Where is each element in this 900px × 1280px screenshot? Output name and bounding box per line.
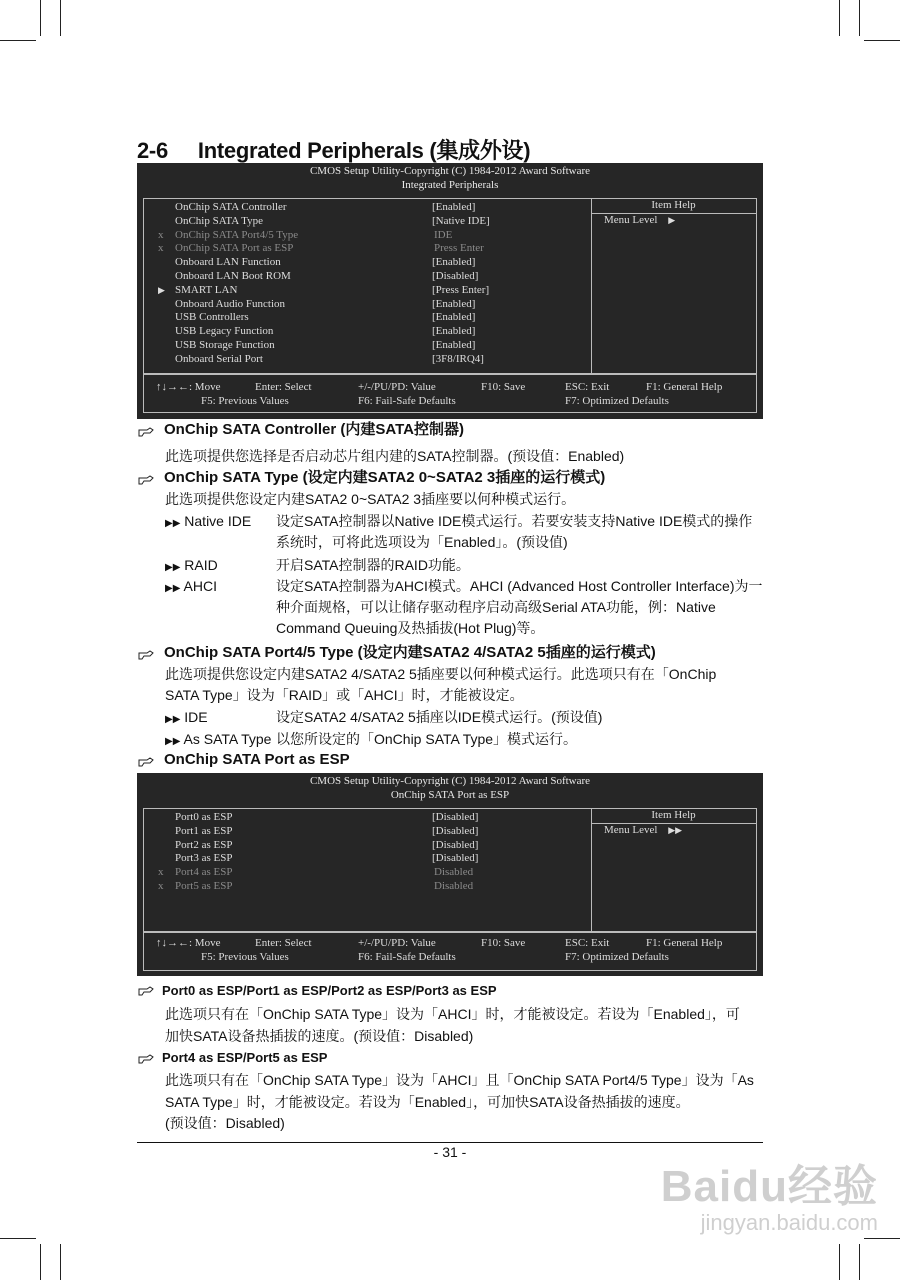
bios-setting-row[interactable]: [144, 283, 756, 297]
setting-name: USB Legacy Function: [175, 325, 274, 338]
setting-name: Port3 as ESP: [175, 852, 233, 865]
option-label: RAID: [184, 557, 218, 573]
option-label: Native IDE: [184, 513, 252, 529]
crop-mark: [60, 0, 61, 36]
setting-name: Port5 as ESP: [175, 880, 233, 892]
bios-setting-row[interactable]: [144, 324, 756, 338]
desc-sata-port45-type: SATA Type」设为「RAID」或「AHCI」时，才能被设定。: [165, 687, 524, 703]
option-label: IDE: [184, 709, 208, 725]
setting-value[interactable]: [Native IDE]: [432, 214, 490, 227]
key-optimized-defaults: F7: Optimized Defaults: [565, 395, 669, 407]
crop-mark: [60, 1244, 61, 1280]
heading-onchip-sata-type: OnChip SATA Type (设定内建SATA2 0~SATA2 3插座的运行模式): [164, 469, 606, 486]
desc-onchip-sata-type: 此选项提供您设定内建SATA2 0~SATA2 3插座要以何种模式运行。: [165, 491, 576, 507]
crop-mark: [0, 40, 36, 41]
double-triangle-icon: ▶▶: [165, 714, 181, 725]
setting-value[interactable]: [Enabled]: [432, 311, 476, 324]
submenu-arrow-icon: ▶: [158, 284, 165, 295]
setting-value[interactable]: [Enabled]: [432, 256, 476, 269]
bios-setting-row[interactable]: [144, 228, 756, 242]
section-heading: Integrated Peripherals (集成外设): [197, 138, 531, 163]
setting-name: OnChip SATA Controller: [175, 201, 287, 213]
menu-level-arrow-icon: ▶: [668, 215, 676, 225]
bios-setting-row[interactable]: [144, 879, 756, 893]
key-select: Enter: Select: [255, 937, 312, 949]
bios-setting-row[interactable]: [144, 838, 756, 852]
bios-header: [137, 163, 763, 192]
hand-pointer-icon: [138, 650, 154, 660]
option-ahci: [165, 576, 217, 599]
footer-rule: [137, 1142, 763, 1143]
crop-mark: [859, 0, 860, 36]
bios-setting-row[interactable]: [144, 851, 756, 865]
section-number: 2-6: [137, 138, 168, 163]
setting-value[interactable]: [Disabled]: [432, 852, 479, 865]
double-triangle-icon: ▶▶: [165, 583, 181, 594]
setting-value[interactable]: [Disabled]: [432, 811, 479, 823]
menu-level-label: Menu Level: [604, 824, 658, 836]
setting-name: OnChip SATA Port as ESP: [175, 242, 294, 255]
hand-pointer-icon: [138, 427, 154, 437]
bios-setting-row[interactable]: [144, 255, 756, 269]
setting-name: SMART LAN: [175, 283, 238, 296]
hand-pointer-icon: [138, 1054, 154, 1064]
desc-port4-5-as-esp: 此选项只有在「OnChip SATA Type」设为「AHCI」且「OnChip SATA Port4/5 Type」设为「As: [165, 1072, 754, 1088]
bios-screen-sata-port-as-esp: [137, 773, 763, 976]
menu-level-label: Menu Level: [604, 214, 658, 226]
desc-port4-5-as-esp: SATA Type」时，才能被设定。若设为「Enabled」，可加快SATA设备热插拔的速度。: [165, 1094, 690, 1110]
menu-level-arrow-icon: ▶▶: [668, 825, 683, 835]
crop-mark: [864, 40, 900, 41]
row-marker: x: [158, 228, 164, 241]
setting-value[interactable]: Disabled: [434, 880, 474, 892]
setting-name: Port2 as ESP: [175, 838, 233, 851]
setting-name: Port1 as ESP: [175, 824, 233, 837]
key-failsafe-defaults: F6: Fail-Safe Defaults: [358, 951, 456, 963]
setting-value[interactable]: [Enabled]: [432, 297, 476, 310]
watermark-logo: Baidu经验: [660, 1162, 878, 1211]
setting-name: Onboard LAN Boot ROM: [175, 270, 291, 282]
bios-settings-panel: [143, 198, 757, 374]
bios-setting-row[interactable]: [144, 338, 756, 352]
bios-setting-row[interactable]: [144, 200, 756, 214]
baidu-watermark: [661, 1150, 878, 1236]
hand-pointer-icon: [138, 986, 154, 996]
key-optimized-defaults: F7: Optimized Defaults: [565, 951, 669, 963]
key-help: F1: General Help: [646, 381, 723, 393]
key-help: F1: General Help: [646, 937, 723, 949]
double-triangle-icon: ▶▶: [165, 562, 181, 573]
bios-setting-row[interactable]: [144, 310, 756, 324]
key-exit: ESC: Exit: [565, 937, 610, 949]
setting-name: OnChip SATA Port4/5 Type: [175, 228, 299, 241]
key-previous-values: F5: Previous Values: [201, 395, 289, 407]
bios-screen-title: OnChip SATA Port as ESP: [390, 789, 510, 801]
option-desc: 开启SATA控制器的RAID功能。: [276, 557, 470, 573]
bios-setting-row[interactable]: [144, 241, 756, 255]
setting-name: OnChip SATA Type: [175, 214, 263, 227]
setting-name: USB Controllers: [175, 311, 249, 324]
setting-value[interactable]: [Disabled]: [432, 838, 479, 851]
setting-value[interactable]: [Enabled]: [432, 201, 476, 213]
setting-value[interactable]: Disabled: [434, 866, 474, 879]
setting-value[interactable]: [Disabled]: [432, 270, 479, 282]
key-value: +/-/PU/PD: Value: [358, 937, 436, 949]
crop-mark: [839, 0, 840, 36]
option-as-sata-type: [165, 729, 271, 752]
setting-name: Port4 as ESP: [175, 866, 233, 879]
bios-footer: [143, 932, 757, 971]
setting-value[interactable]: [Enabled]: [432, 339, 476, 351]
setting-value[interactable]: [3F8/IRQ4]: [432, 352, 484, 365]
option-desc: 设定SATA控制器以Native IDE模式运行。若要安装支持Native IDE模式的操作系统时，可将此选项设为「Enabled」。(预设值): [276, 513, 753, 550]
setting-name: Onboard Serial Port: [175, 352, 263, 365]
desc-sata-port45-type: 此选项提供您设定内建SATA2 4/SATA2 5插座要以何种模式运行。此选项只有在「OnChip: [165, 666, 717, 682]
page-number: - 31 -: [433, 1144, 467, 1160]
option-label: As SATA Type: [183, 731, 272, 747]
desc-port0-3-as-esp: 加快SATA设备热插拔的速度。(预设值：Disabled): [165, 1028, 474, 1044]
bios-screen-integrated-peripherals: [137, 163, 763, 419]
option-raid: [165, 555, 218, 578]
heading-port0-3-as-esp: Port0 as ESP/Port1 as ESP/Port2 as ESP/Port3 as ESP: [162, 983, 497, 998]
setting-value[interactable]: IDE: [434, 228, 453, 241]
key-select: Enter: Select: [255, 381, 312, 393]
item-help-header: Item Help: [591, 199, 756, 214]
bios-setting-row[interactable]: [144, 352, 756, 366]
item-help-header: Item Help: [591, 809, 756, 824]
bios-screen-title: Integrated Peripherals: [401, 179, 499, 191]
desc-port4-5-as-esp: (预设值：Disabled): [165, 1115, 285, 1131]
setting-name: Port0 as ESP: [175, 811, 233, 823]
row-marker: x: [158, 866, 164, 879]
bios-setting-row[interactable]: [144, 824, 756, 838]
key-save: F10: Save: [481, 381, 526, 393]
bios-setting-row[interactable]: [144, 810, 756, 824]
bios-setting-row[interactable]: [144, 865, 756, 879]
heading-port4-5-as-esp: Port4 as ESP/Port5 as ESP: [162, 1050, 328, 1065]
heading-sata-port-as-esp: OnChip SATA Port as ESP: [164, 751, 350, 768]
bios-footer: [143, 374, 757, 413]
key-move: ↑↓→←: Move: [156, 381, 221, 393]
row-marker: x: [158, 880, 164, 892]
bios-setting-row[interactable]: [144, 297, 756, 311]
desc-port0-3-as-esp: 此选项只有在「OnChip SATA Type」设为「AHCI」时，才能被设定。若设为「Enabled」，可: [165, 1006, 740, 1022]
hand-pointer-icon: [138, 757, 154, 767]
row-marker: x: [158, 242, 164, 255]
option-label: AHCI: [183, 578, 217, 594]
crop-mark: [864, 1238, 900, 1239]
option-native-ide: [165, 511, 251, 534]
setting-value[interactable]: [Enabled]: [432, 325, 476, 338]
setting-value[interactable]: [Disabled]: [432, 824, 479, 837]
double-triangle-icon: ▶▶: [165, 736, 181, 747]
bios-copyright: CMOS Setup Utility-Copyright (C) 1984-2012 Award Software: [309, 775, 591, 787]
bios-settings-panel: [143, 808, 757, 932]
bios-header: [137, 773, 763, 802]
double-triangle-icon: ▶▶: [165, 518, 181, 529]
option-desc: 设定SATA控制器为AHCI模式。AHCI (Advanced Host Controller Interface)为一种介面规格，可以让储存驱动程序启动高级Serial ATA功能，例：Native Command Queuing及热插拔(Hot Plug)等。: [276, 578, 763, 636]
key-previous-values: F5: Previous Values: [201, 951, 289, 963]
key-move: ↑↓→←: Move: [156, 937, 221, 949]
key-save: F10: Save: [481, 937, 526, 949]
watermark-url: jingyan.baidu.com: [700, 1210, 878, 1235]
crop-mark: [40, 0, 41, 36]
key-failsafe-defaults: F6: Fail-Safe Defaults: [358, 395, 456, 407]
bios-copyright: CMOS Setup Utility-Copyright (C) 1984-2012 Award Software: [309, 165, 591, 177]
option-desc: 以您所设定的「OnChip SATA Type」模式运行。: [276, 731, 578, 747]
heading-onchip-sata-controller: OnChip SATA Controller (内建SATA控制器): [164, 421, 464, 438]
desc-onchip-sata-controller: 此选项提供您选择是否启动芯片组内建的SATA控制器。(预设值：Enabled): [165, 448, 625, 464]
key-exit: ESC: Exit: [565, 381, 610, 393]
crop-mark: [859, 1244, 860, 1280]
key-value: +/-/PU/PD: Value: [358, 381, 436, 393]
setting-name: USB Storage Function: [175, 339, 275, 351]
crop-mark: [0, 1238, 36, 1239]
bios-setting-row[interactable]: [144, 214, 756, 228]
setting-value[interactable]: Press Enter: [434, 242, 484, 255]
bios-setting-row[interactable]: [144, 269, 756, 283]
crop-mark: [839, 1244, 840, 1280]
setting-name: Onboard LAN Function: [175, 256, 281, 269]
option-ide: [165, 707, 208, 730]
section-title: [137, 134, 530, 165]
heading-sata-port45-type: OnChip SATA Port4/5 Type (设定内建SATA2 4/SATA2 5插座的运行模式): [164, 644, 656, 661]
crop-mark: [40, 1244, 41, 1280]
hand-pointer-icon: [138, 475, 154, 485]
option-desc: 设定SATA2 4/SATA2 5插座以IDE模式运行。(预设值): [276, 709, 603, 725]
setting-value[interactable]: [Press Enter]: [432, 283, 490, 296]
setting-name: Onboard Audio Function: [175, 297, 285, 310]
